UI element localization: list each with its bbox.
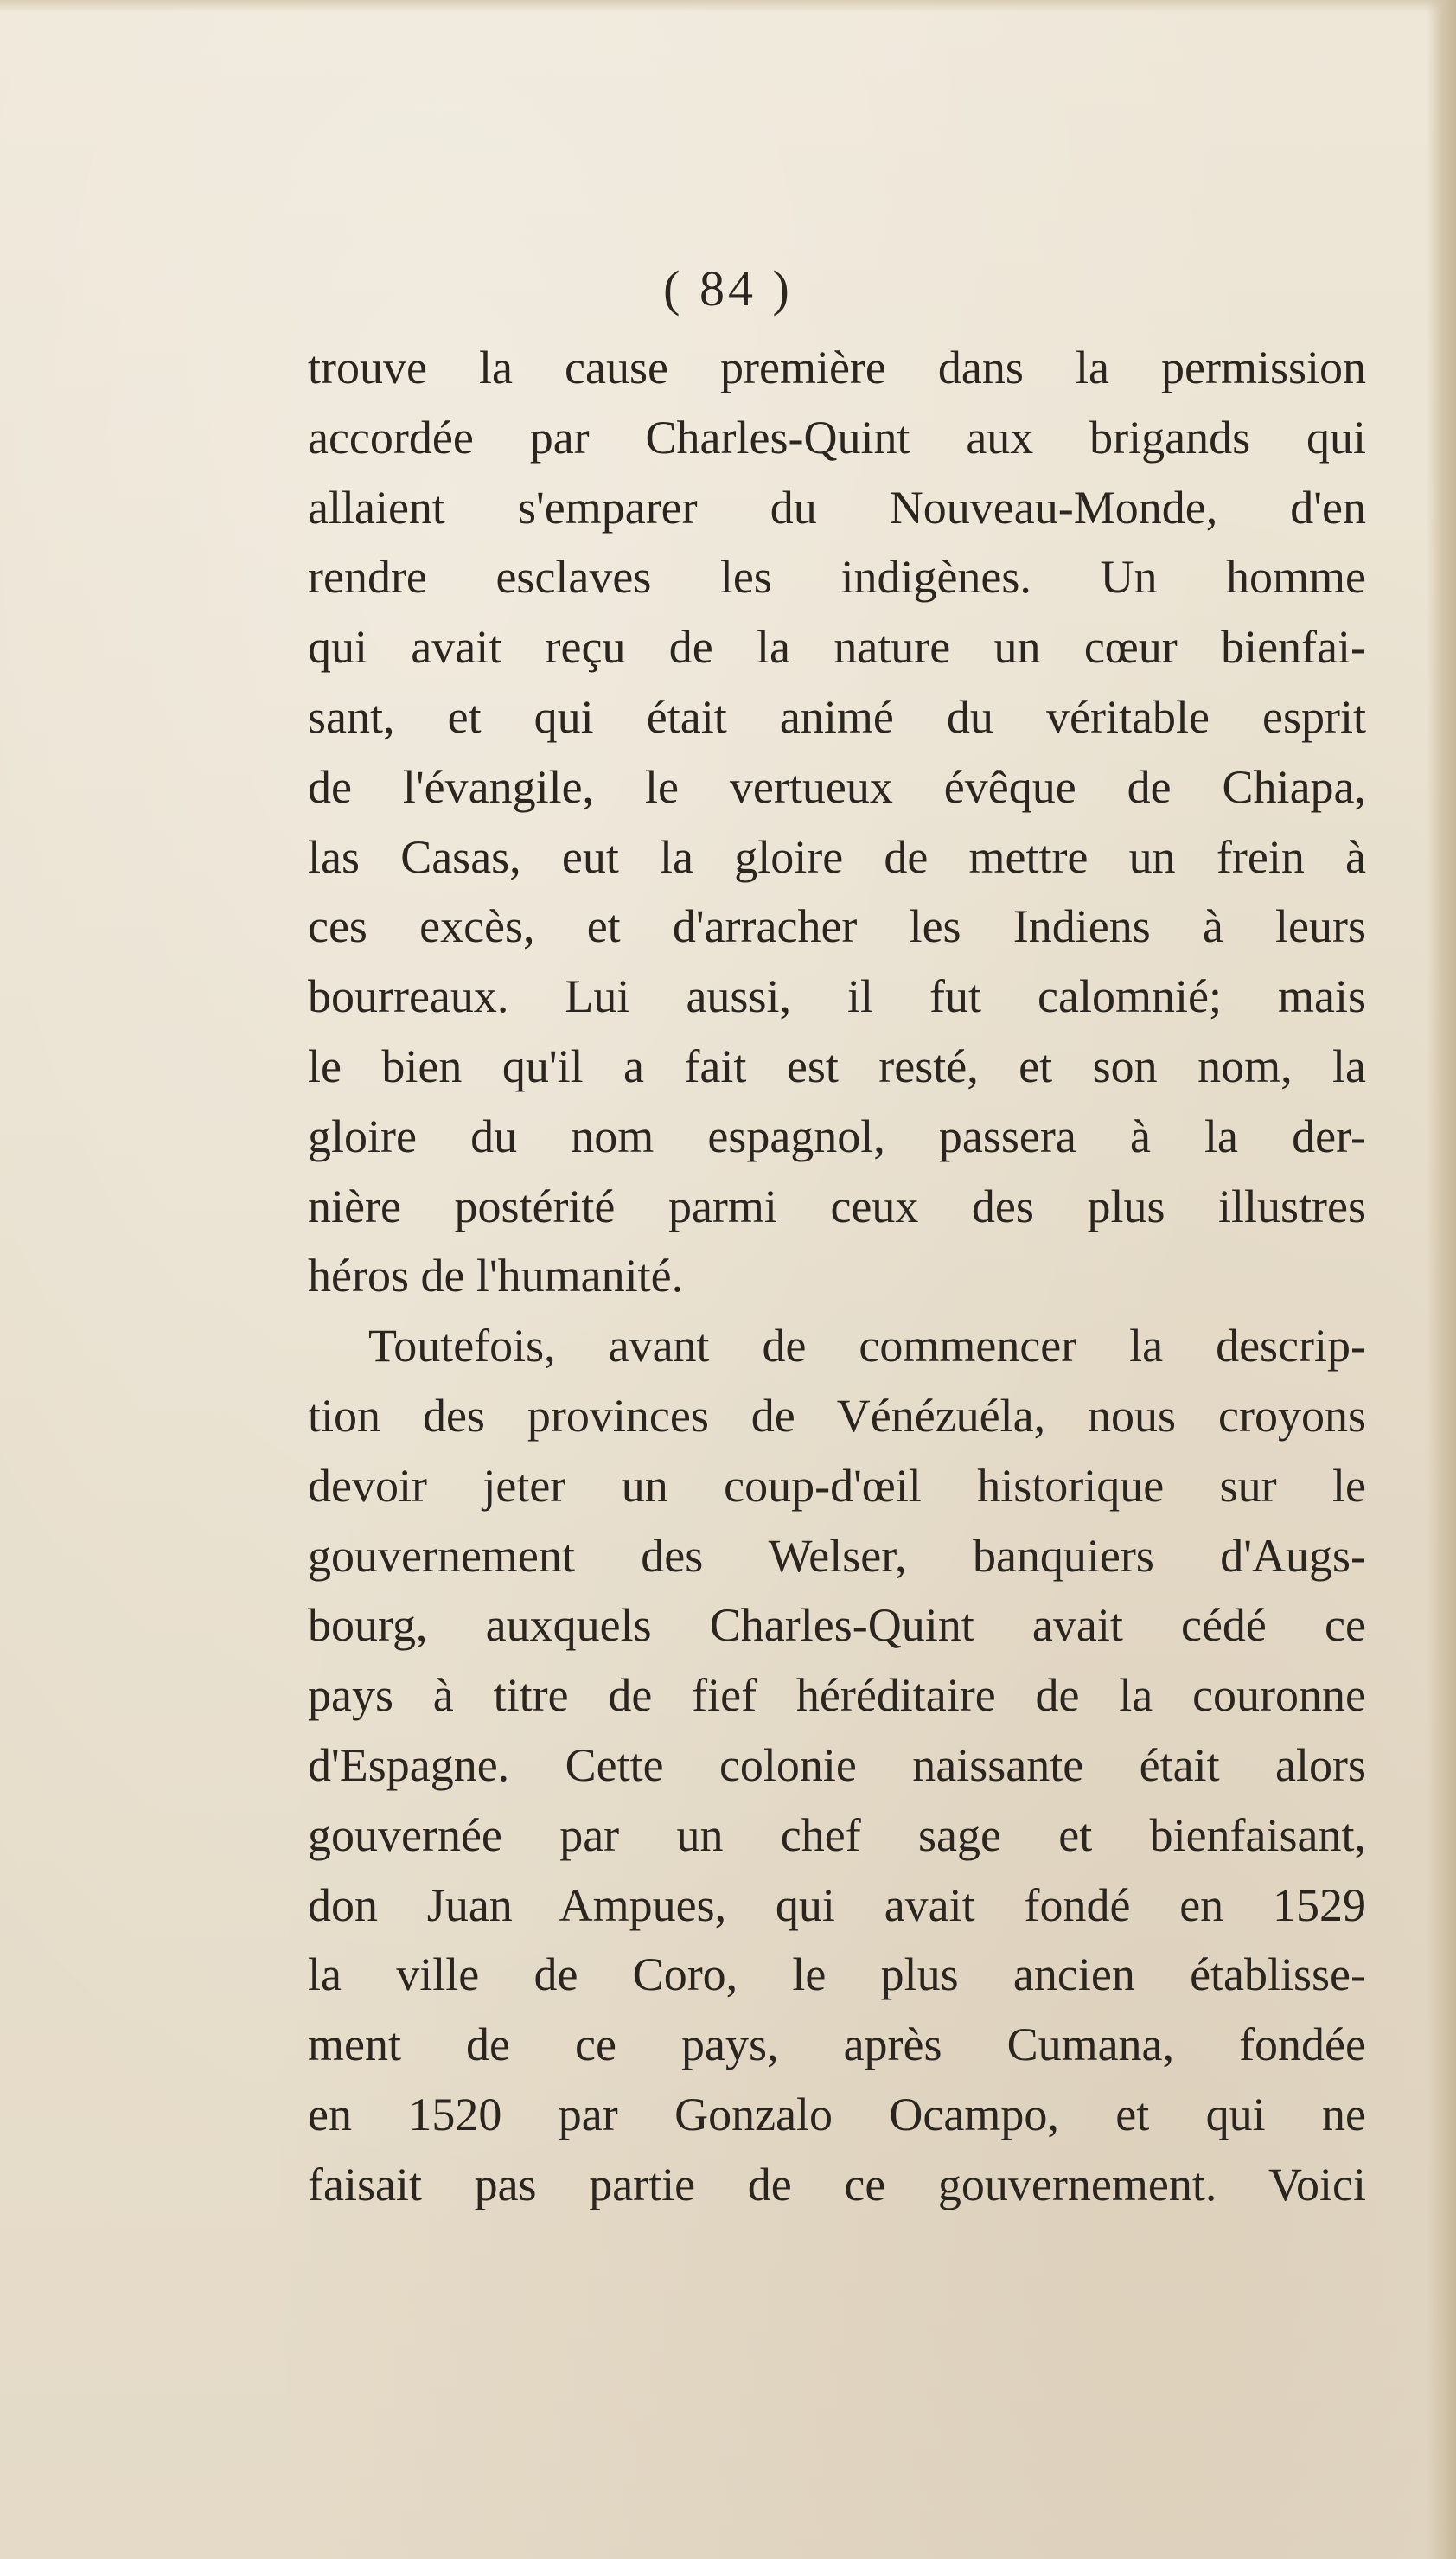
text-line: de l'évangile, le vertueux évêque de Chiapa, [308, 760, 1366, 813]
text-line: devoir jeter un coup-d'œil historique sur le [308, 1459, 1366, 1512]
text-line: sant, et qui était animé du véritable esprit [308, 690, 1366, 743]
text-line: rendre esclaves les indigènes. Un homme [308, 551, 1366, 604]
text-line: faisait pas partie de ce gouvernement. Voici [308, 2158, 1366, 2210]
text-line: don Juan Ampues, qui avait fondé en 1529 [308, 1878, 1366, 1931]
paragraph-last-line: héros de l'humanité. [308, 1250, 684, 1302]
page-top-edge [0, 0, 1456, 12]
body-text [308, 333, 1366, 2220]
paragraph-first-line: Toutefois, avant de commencer la descrip- [368, 1320, 1366, 1372]
text-line: tion des provinces de Vénézuéla, nous croyons [308, 1389, 1366, 1442]
text-line: la ville de Coro, le plus ancien établisse- [308, 1948, 1366, 2001]
text-line: en 1520 par Gonzalo Ocampo, et qui ne [308, 2088, 1366, 2140]
text-line: qui avait reçu de la nature un cœur bienfai- [308, 621, 1366, 674]
text-line: bourg, auxquels Charles-Quint avait cédé ce [308, 1599, 1366, 1652]
text-line: accordée par Charles-Quint aux brigands qui [308, 411, 1366, 464]
text-line: le bien qu'il a fait est resté, et son nom, la [308, 1040, 1366, 1092]
text-line: d'Espagne. Cette colonie naissante était alors [308, 1738, 1366, 1791]
text-line: ces excès, et d'arracher les Indiens à leurs [308, 900, 1366, 953]
text-line: pays à titre de fief héréditaire de la couronne [308, 1669, 1366, 1722]
text-line: las Casas, eut la gloire de mettre un frein à [308, 830, 1366, 883]
text-line: gloire du nom espagnol, passera à la der- [308, 1110, 1366, 1162]
text-line: ment de ce pays, après Cumana, fondée [308, 2018, 1366, 2071]
text-line: gouvernement des Welser, banquiers d'Augs- [308, 1529, 1366, 1582]
text-line: allaient s'emparer du Nouveau-Monde, d'en [308, 481, 1366, 534]
text-line: nière postérité parmi ceux des plus illustres [308, 1180, 1366, 1232]
text-line: bourreaux. Lui aussi, il fut calomnié; mais [308, 970, 1366, 1023]
text-line: trouve la cause première dans la permission [308, 342, 1366, 393]
page-number: ( 84 ) [663, 260, 793, 317]
page-right-edge [1427, 0, 1456, 2559]
text-line: gouvernée par un chef sage et bienfaisant, [308, 1808, 1366, 1861]
